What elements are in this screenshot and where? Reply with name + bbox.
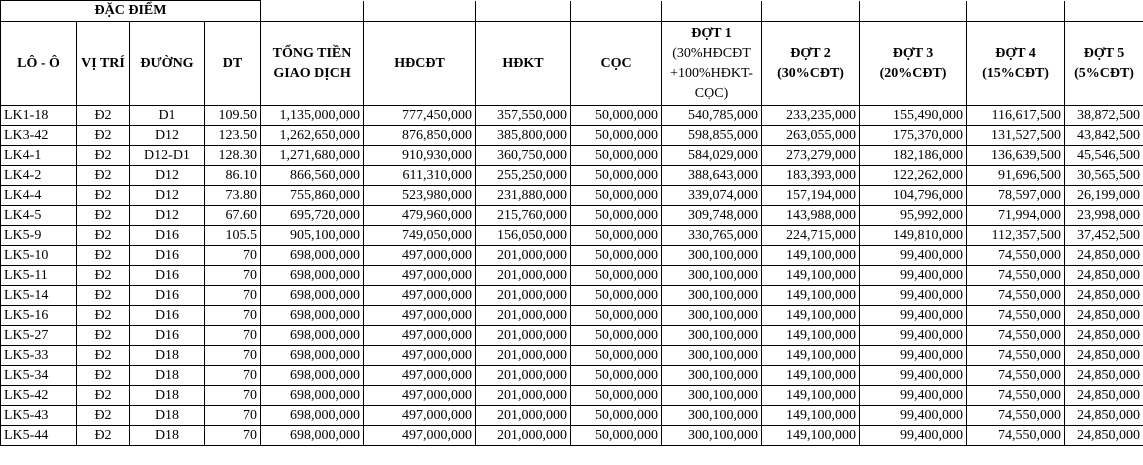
dot2-cell: 149,100,000: [762, 266, 860, 286]
hdkt-cell: 201,000,000: [476, 366, 571, 386]
lot-cell: LK5-11: [1, 266, 77, 286]
dot1-cell: 540,785,000: [662, 106, 762, 126]
total-cell: 1,135,000,000: [261, 106, 364, 126]
dot2-cell: 149,100,000: [762, 346, 860, 366]
table-row: [1, 386, 1143, 406]
header-spacer: [860, 1, 967, 22]
total-cell: 1,262,650,000: [261, 126, 364, 146]
dot1-cell: 339,074,000: [662, 186, 762, 206]
dot4-cell: 74,550,000: [967, 246, 1065, 266]
dot4-title: ĐỢT 4: [995, 45, 1036, 61]
dot1-cell: 598,855,000: [662, 126, 762, 146]
hdcdt-cell: 611,310,000: [364, 166, 476, 186]
lot-cell: LK5-10: [1, 246, 77, 266]
deposit-cell: 50,000,000: [571, 186, 662, 206]
dot2-cell: 183,393,000: [762, 166, 860, 186]
position-cell: Đ2: [77, 326, 130, 346]
header-row-columns: [1, 22, 1143, 106]
hdcdt-cell: 497,000,000: [364, 386, 476, 406]
road-cell: D16: [130, 226, 205, 246]
column-header-dot2: [762, 22, 860, 106]
position-cell: Đ2: [77, 386, 130, 406]
dot3-cell: 104,796,000: [860, 186, 967, 206]
hdkt-cell: 201,000,000: [476, 406, 571, 426]
dot2-cell: 149,100,000: [762, 246, 860, 266]
dot1-cell: 300,100,000: [662, 246, 762, 266]
dot2-cell: 263,055,000: [762, 126, 860, 146]
dot5-cell: 37,452,500: [1065, 226, 1143, 246]
dot5-cell: 24,850,000: [1065, 306, 1143, 326]
dot5-cell: 24,850,000: [1065, 286, 1143, 306]
column-header-hdcdt: HĐCĐT: [364, 22, 476, 106]
column-header-total: [261, 22, 364, 106]
lot-cell: LK4-2: [1, 166, 77, 186]
hdkt-cell: 201,000,000: [476, 346, 571, 366]
deposit-cell: 50,000,000: [571, 306, 662, 326]
dot3-cell: 175,370,000: [860, 126, 967, 146]
dot1-cell: 300,100,000: [662, 406, 762, 426]
road-cell: D18: [130, 386, 205, 406]
deposit-cell: 50,000,000: [571, 366, 662, 386]
dot3-cell: 99,400,000: [860, 386, 967, 406]
dot5-cell: 30,565,500: [1065, 166, 1143, 186]
road-cell: D16: [130, 286, 205, 306]
hdcdt-cell: 749,050,000: [364, 226, 476, 246]
dot5-cell: 24,850,000: [1065, 346, 1143, 366]
table-row: [1, 266, 1143, 286]
area-cell: 128.30: [205, 146, 261, 166]
lot-cell: LK1-18: [1, 106, 77, 126]
dot4-cell: 131,527,500: [967, 126, 1065, 146]
position-cell: Đ2: [77, 126, 130, 146]
dot2-cell: 149,100,000: [762, 406, 860, 426]
table-row: [1, 366, 1143, 386]
dot5-cell: 38,872,500: [1065, 106, 1143, 126]
dot2-cell: 149,100,000: [762, 306, 860, 326]
dot3-cell: 155,490,000: [860, 106, 967, 126]
dot1-cell: 300,100,000: [662, 346, 762, 366]
table-row: [1, 326, 1143, 346]
dot3-cell: 95,992,000: [860, 206, 967, 226]
header-spacer: [1065, 1, 1143, 22]
table-row: [1, 186, 1143, 206]
deposit-cell: 50,000,000: [571, 426, 662, 446]
dot1-cell: 300,100,000: [662, 266, 762, 286]
table-row: [1, 106, 1143, 126]
lot-cell: LK3-42: [1, 126, 77, 146]
dot5-note: (5%CĐT): [1074, 65, 1134, 81]
dot1-cell: 300,100,000: [662, 306, 762, 326]
area-cell: 70: [205, 386, 261, 406]
dot4-cell: 74,550,000: [967, 266, 1065, 286]
area-cell: 105.5: [205, 226, 261, 246]
dot3-title: ĐỢT 3: [892, 45, 934, 61]
road-cell: D18: [130, 426, 205, 446]
hdcdt-cell: 497,000,000: [364, 266, 476, 286]
dot4-cell: 112,357,500: [967, 226, 1065, 246]
area-cell: 73.80: [205, 186, 261, 206]
dot4-cell: 74,550,000: [967, 326, 1065, 346]
hdcdt-cell: 479,960,000: [364, 206, 476, 226]
hdcdt-cell: 497,000,000: [364, 366, 476, 386]
table-row: [1, 306, 1143, 326]
dot4-cell: 74,550,000: [967, 346, 1065, 366]
area-cell: 70: [205, 306, 261, 326]
road-cell: D18: [130, 366, 205, 386]
dot4-cell: 74,550,000: [967, 286, 1065, 306]
hdkt-cell: 201,000,000: [476, 266, 571, 286]
dot5-title: ĐỢT 5: [1083, 45, 1125, 61]
dot5-cell: 24,850,000: [1065, 246, 1143, 266]
lot-cell: LK5-44: [1, 426, 77, 446]
dot3-cell: 99,400,000: [860, 326, 967, 346]
deposit-cell: 50,000,000: [571, 106, 662, 126]
lot-cell: LK5-9: [1, 226, 77, 246]
road-cell: D1: [130, 106, 205, 126]
dot2-cell: 149,100,000: [762, 326, 860, 346]
dot2-cell: 224,715,000: [762, 226, 860, 246]
table-row: [1, 406, 1143, 426]
header-spacer: [967, 1, 1065, 22]
dot5-cell: 24,850,000: [1065, 426, 1143, 446]
total-cell: 698,000,000: [261, 426, 364, 446]
header-spacer: [571, 1, 662, 22]
road-cell: D16: [130, 326, 205, 346]
table-row: [1, 426, 1143, 446]
header-spacer: [762, 1, 860, 22]
deposit-cell: 50,000,000: [571, 166, 662, 186]
dot1-cell: 309,748,000: [662, 206, 762, 226]
hdcdt-cell: 497,000,000: [364, 306, 476, 326]
header-spacer: [476, 1, 571, 22]
table-row: [1, 226, 1143, 246]
area-cell: 70: [205, 366, 261, 386]
deposit-cell: 50,000,000: [571, 326, 662, 346]
total-cell: 698,000,000: [261, 386, 364, 406]
deposit-cell: 50,000,000: [571, 146, 662, 166]
lot-cell: LK5-33: [1, 346, 77, 366]
lot-cell: LK5-16: [1, 306, 77, 326]
dot1-cell: 300,100,000: [662, 386, 762, 406]
column-header-lot: LÔ - Ô: [1, 22, 77, 106]
area-cell: 109.50: [205, 106, 261, 126]
total-cell: 698,000,000: [261, 406, 364, 426]
dot2-title: ĐỢT 2: [790, 45, 831, 61]
dot3-cell: 149,810,000: [860, 226, 967, 246]
hdkt-cell: 215,760,000: [476, 206, 571, 226]
area-cell: 70: [205, 286, 261, 306]
position-cell: Đ2: [77, 186, 130, 206]
dot1-note-line1: (30%HĐCĐT: [672, 45, 751, 61]
total-cell: 698,000,000: [261, 346, 364, 366]
area-cell: 70: [205, 246, 261, 266]
dot5-cell: 26,199,000: [1065, 186, 1143, 206]
hdcdt-cell: 497,000,000: [364, 286, 476, 306]
hdkt-cell: 201,000,000: [476, 386, 571, 406]
area-cell: 70: [205, 326, 261, 346]
header-row-group: [1, 1, 1143, 22]
hdcdt-cell: 497,000,000: [364, 326, 476, 346]
position-cell: Đ2: [77, 166, 130, 186]
hdkt-cell: 255,250,000: [476, 166, 571, 186]
hdkt-cell: 156,050,000: [476, 226, 571, 246]
dot5-cell: 43,842,500: [1065, 126, 1143, 146]
total-header-line1: TỔNG TIỀN: [272, 45, 352, 61]
total-header-line2: GIAO DỊCH: [273, 65, 351, 81]
road-cell: D16: [130, 266, 205, 286]
column-header-dot1: [662, 22, 762, 106]
table-row: [1, 286, 1143, 306]
hdcdt-cell: 777,450,000: [364, 106, 476, 126]
dot2-cell: 149,100,000: [762, 286, 860, 306]
hdcdt-cell: 497,000,000: [364, 426, 476, 446]
hdcdt-cell: 910,930,000: [364, 146, 476, 166]
header-spacer: [364, 1, 476, 22]
road-cell: D18: [130, 346, 205, 366]
position-cell: Đ2: [77, 266, 130, 286]
total-cell: 698,000,000: [261, 286, 364, 306]
hdkt-cell: 360,750,000: [476, 146, 571, 166]
column-header-dot4: [967, 22, 1065, 106]
position-cell: Đ2: [77, 346, 130, 366]
total-cell: 698,000,000: [261, 306, 364, 326]
group-header-dac-diem: ĐẶC ĐIỂM: [1, 1, 261, 22]
position-cell: Đ2: [77, 206, 130, 226]
lot-cell: LK4-4: [1, 186, 77, 206]
hdcdt-cell: 497,000,000: [364, 246, 476, 266]
hdkt-cell: 201,000,000: [476, 286, 571, 306]
road-cell: D16: [130, 306, 205, 326]
dot1-cell: 300,100,000: [662, 426, 762, 446]
column-header-hdkt: HĐKT: [476, 22, 571, 106]
dot4-cell: 91,696,500: [967, 166, 1065, 186]
position-cell: Đ2: [77, 426, 130, 446]
column-header-deposit: CỌC: [571, 22, 662, 106]
dot1-cell: 300,100,000: [662, 326, 762, 346]
column-header-position: VỊ TRÍ: [77, 22, 130, 106]
lot-cell: LK4-1: [1, 146, 77, 166]
hdkt-cell: 385,800,000: [476, 126, 571, 146]
area-cell: 70: [205, 346, 261, 366]
dot4-cell: 71,994,000: [967, 206, 1065, 226]
total-cell: 698,000,000: [261, 366, 364, 386]
dot5-cell: 24,850,000: [1065, 406, 1143, 426]
table-row: [1, 166, 1143, 186]
dot2-note: (30%CĐT): [777, 65, 844, 81]
deposit-cell: 50,000,000: [571, 406, 662, 426]
dot3-cell: 99,400,000: [860, 426, 967, 446]
road-cell: D12: [130, 206, 205, 226]
deposit-cell: 50,000,000: [571, 346, 662, 366]
table-row: [1, 126, 1143, 146]
total-cell: 698,000,000: [261, 246, 364, 266]
position-cell: Đ2: [77, 246, 130, 266]
dot1-note-line3: CỌC): [694, 85, 729, 101]
position-cell: Đ2: [77, 286, 130, 306]
dot3-cell: 99,400,000: [860, 306, 967, 326]
dot1-cell: 300,100,000: [662, 286, 762, 306]
road-cell: D12-D1: [130, 146, 205, 166]
column-header-dot3: [860, 22, 967, 106]
dot5-cell: 24,850,000: [1065, 326, 1143, 346]
total-cell: 698,000,000: [261, 266, 364, 286]
total-cell: 695,720,000: [261, 206, 364, 226]
dot4-cell: 116,617,500: [967, 106, 1065, 126]
deposit-cell: 50,000,000: [571, 246, 662, 266]
table-row: [1, 206, 1143, 226]
deposit-cell: 50,000,000: [571, 286, 662, 306]
dot5-cell: 24,850,000: [1065, 386, 1143, 406]
dot2-cell: 143,988,000: [762, 206, 860, 226]
dot2-cell: 149,100,000: [762, 426, 860, 446]
road-cell: D18: [130, 406, 205, 426]
dot5-cell: 24,850,000: [1065, 366, 1143, 386]
dot3-cell: 99,400,000: [860, 346, 967, 366]
dot4-cell: 74,550,000: [967, 426, 1065, 446]
table-row: [1, 146, 1143, 166]
dot5-cell: 45,546,500: [1065, 146, 1143, 166]
dot3-cell: 99,400,000: [860, 406, 967, 426]
header-spacer: [662, 1, 762, 22]
column-header-dot5: [1065, 22, 1143, 106]
hdcdt-cell: 876,850,000: [364, 126, 476, 146]
dot3-cell: 122,262,000: [860, 166, 967, 186]
dot2-cell: 157,194,000: [762, 186, 860, 206]
dot4-cell: 74,550,000: [967, 366, 1065, 386]
lot-cell: LK5-42: [1, 386, 77, 406]
total-cell: 755,860,000: [261, 186, 364, 206]
position-cell: Đ2: [77, 366, 130, 386]
deposit-cell: 50,000,000: [571, 126, 662, 146]
dot4-cell: 78,597,000: [967, 186, 1065, 206]
hdkt-cell: 231,880,000: [476, 186, 571, 206]
area-cell: 70: [205, 426, 261, 446]
dot2-cell: 149,100,000: [762, 366, 860, 386]
column-header-area: DT: [205, 22, 261, 106]
dot4-cell: 74,550,000: [967, 406, 1065, 426]
area-cell: 86.10: [205, 166, 261, 186]
road-cell: D12: [130, 186, 205, 206]
area-cell: 70: [205, 266, 261, 286]
area-cell: 67.60: [205, 206, 261, 226]
road-cell: D12: [130, 126, 205, 146]
lot-cell: LK5-14: [1, 286, 77, 306]
dot3-cell: 99,400,000: [860, 266, 967, 286]
dot1-note-line2: +100%HĐKT-: [670, 65, 753, 81]
dot1-cell: 300,100,000: [662, 366, 762, 386]
hdkt-cell: 201,000,000: [476, 246, 571, 266]
lot-cell: LK5-34: [1, 366, 77, 386]
dot4-cell: 136,639,500: [967, 146, 1065, 166]
dot2-cell: 273,279,000: [762, 146, 860, 166]
deposit-cell: 50,000,000: [571, 206, 662, 226]
deposit-cell: 50,000,000: [571, 226, 662, 246]
table-row: [1, 246, 1143, 266]
dot3-note: (20%CĐT): [879, 65, 947, 81]
hdkt-cell: 357,550,000: [476, 106, 571, 126]
dot3-cell: 99,400,000: [860, 246, 967, 266]
hdcdt-cell: 523,980,000: [364, 186, 476, 206]
dot3-cell: 99,400,000: [860, 286, 967, 306]
hdcdt-cell: 497,000,000: [364, 406, 476, 426]
dot3-cell: 182,186,000: [860, 146, 967, 166]
dot4-cell: 74,550,000: [967, 306, 1065, 326]
dot4-cell: 74,550,000: [967, 386, 1065, 406]
total-cell: 698,000,000: [261, 326, 364, 346]
hdkt-cell: 201,000,000: [476, 326, 571, 346]
area-cell: 70: [205, 406, 261, 426]
area-cell: 123.50: [205, 126, 261, 146]
position-cell: Đ2: [77, 226, 130, 246]
table-body: [1, 106, 1143, 446]
dot3-cell: 99,400,000: [860, 366, 967, 386]
hdcdt-cell: 497,000,000: [364, 346, 476, 366]
dot2-cell: 233,235,000: [762, 106, 860, 126]
dot1-cell: 584,029,000: [662, 146, 762, 166]
road-cell: D12: [130, 166, 205, 186]
dot5-cell: 24,850,000: [1065, 266, 1143, 286]
road-cell: D16: [130, 246, 205, 266]
lot-cell: LK5-27: [1, 326, 77, 346]
position-cell: Đ2: [77, 106, 130, 126]
deposit-cell: 50,000,000: [571, 266, 662, 286]
lot-cell: LK4-5: [1, 206, 77, 226]
dot2-cell: 149,100,000: [762, 386, 860, 406]
total-cell: 905,100,000: [261, 226, 364, 246]
dot1-title: ĐỢT 1: [691, 25, 732, 41]
hdkt-cell: 201,000,000: [476, 306, 571, 326]
deposit-cell: 50,000,000: [571, 386, 662, 406]
column-header-road: ĐƯỜNG: [130, 22, 205, 106]
hdkt-cell: 201,000,000: [476, 426, 571, 446]
dot1-cell: 388,643,000: [662, 166, 762, 186]
lot-cell: LK5-43: [1, 406, 77, 426]
position-cell: Đ2: [77, 146, 130, 166]
total-cell: 866,560,000: [261, 166, 364, 186]
dot5-cell: 23,998,000: [1065, 206, 1143, 226]
total-cell: 1,271,680,000: [261, 146, 364, 166]
position-cell: Đ2: [77, 406, 130, 426]
header-spacer: [261, 1, 364, 22]
table-row: [1, 346, 1143, 366]
dot1-cell: 330,765,000: [662, 226, 762, 246]
dot4-note: (15%CĐT): [982, 65, 1049, 81]
position-cell: Đ2: [77, 306, 130, 326]
